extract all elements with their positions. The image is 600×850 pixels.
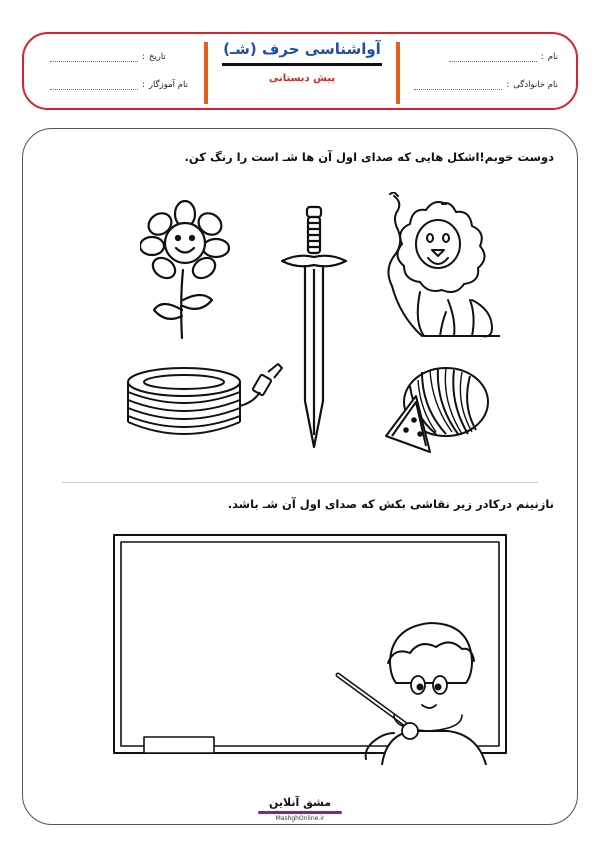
date-line — [50, 54, 138, 62]
worksheet-title: آواشناسی حرف (شـ) — [223, 40, 381, 58]
worksheet-header — [22, 32, 578, 110]
title-underline — [222, 63, 382, 66]
teacher-label: نام آموزگار — [148, 80, 188, 90]
family-field[interactable]: نام خانوادگی : — [414, 80, 558, 90]
logo-underline — [258, 811, 342, 814]
logo-url: MashghOnline.ir — [275, 815, 325, 822]
worksheet-subtitle: پیش دبستانی — [268, 73, 336, 84]
header-title-block — [212, 40, 392, 84]
coloring-instruction: دوست خوبم!اشکل هایی که صدای اول آن ها شـ است را رنگ کن. — [184, 150, 554, 164]
flower-picture[interactable] — [140, 200, 230, 340]
sword-picture[interactable] — [278, 205, 350, 450]
section-divider — [62, 482, 538, 483]
family-line — [414, 82, 502, 90]
name-label: نام — [547, 52, 558, 62]
date-label: تاریخ — [148, 52, 166, 62]
teacher-field[interactable]: نام آموزگار : — [50, 80, 188, 90]
family-label: نام خانوادگی — [513, 80, 558, 90]
hose-picture[interactable] — [122, 362, 284, 444]
drawing-instruction: نازنینم درکادر زیر نقاشی بکش که صدای اول آن شـ باشد. — [227, 497, 554, 511]
name-field[interactable]: نام : — [449, 52, 558, 62]
site-logo — [248, 796, 352, 826]
logo-text: مشق آنلاین — [268, 796, 332, 809]
lion-picture[interactable] — [376, 192, 500, 342]
drawing-board[interactable] — [112, 533, 514, 765]
header-separator-right — [396, 42, 400, 104]
watermelon-picture[interactable] — [380, 362, 492, 458]
date-field[interactable]: تاریخ : — [50, 52, 166, 62]
header-separator-left — [204, 42, 208, 104]
teacher-line — [50, 82, 138, 90]
name-line — [449, 54, 537, 62]
